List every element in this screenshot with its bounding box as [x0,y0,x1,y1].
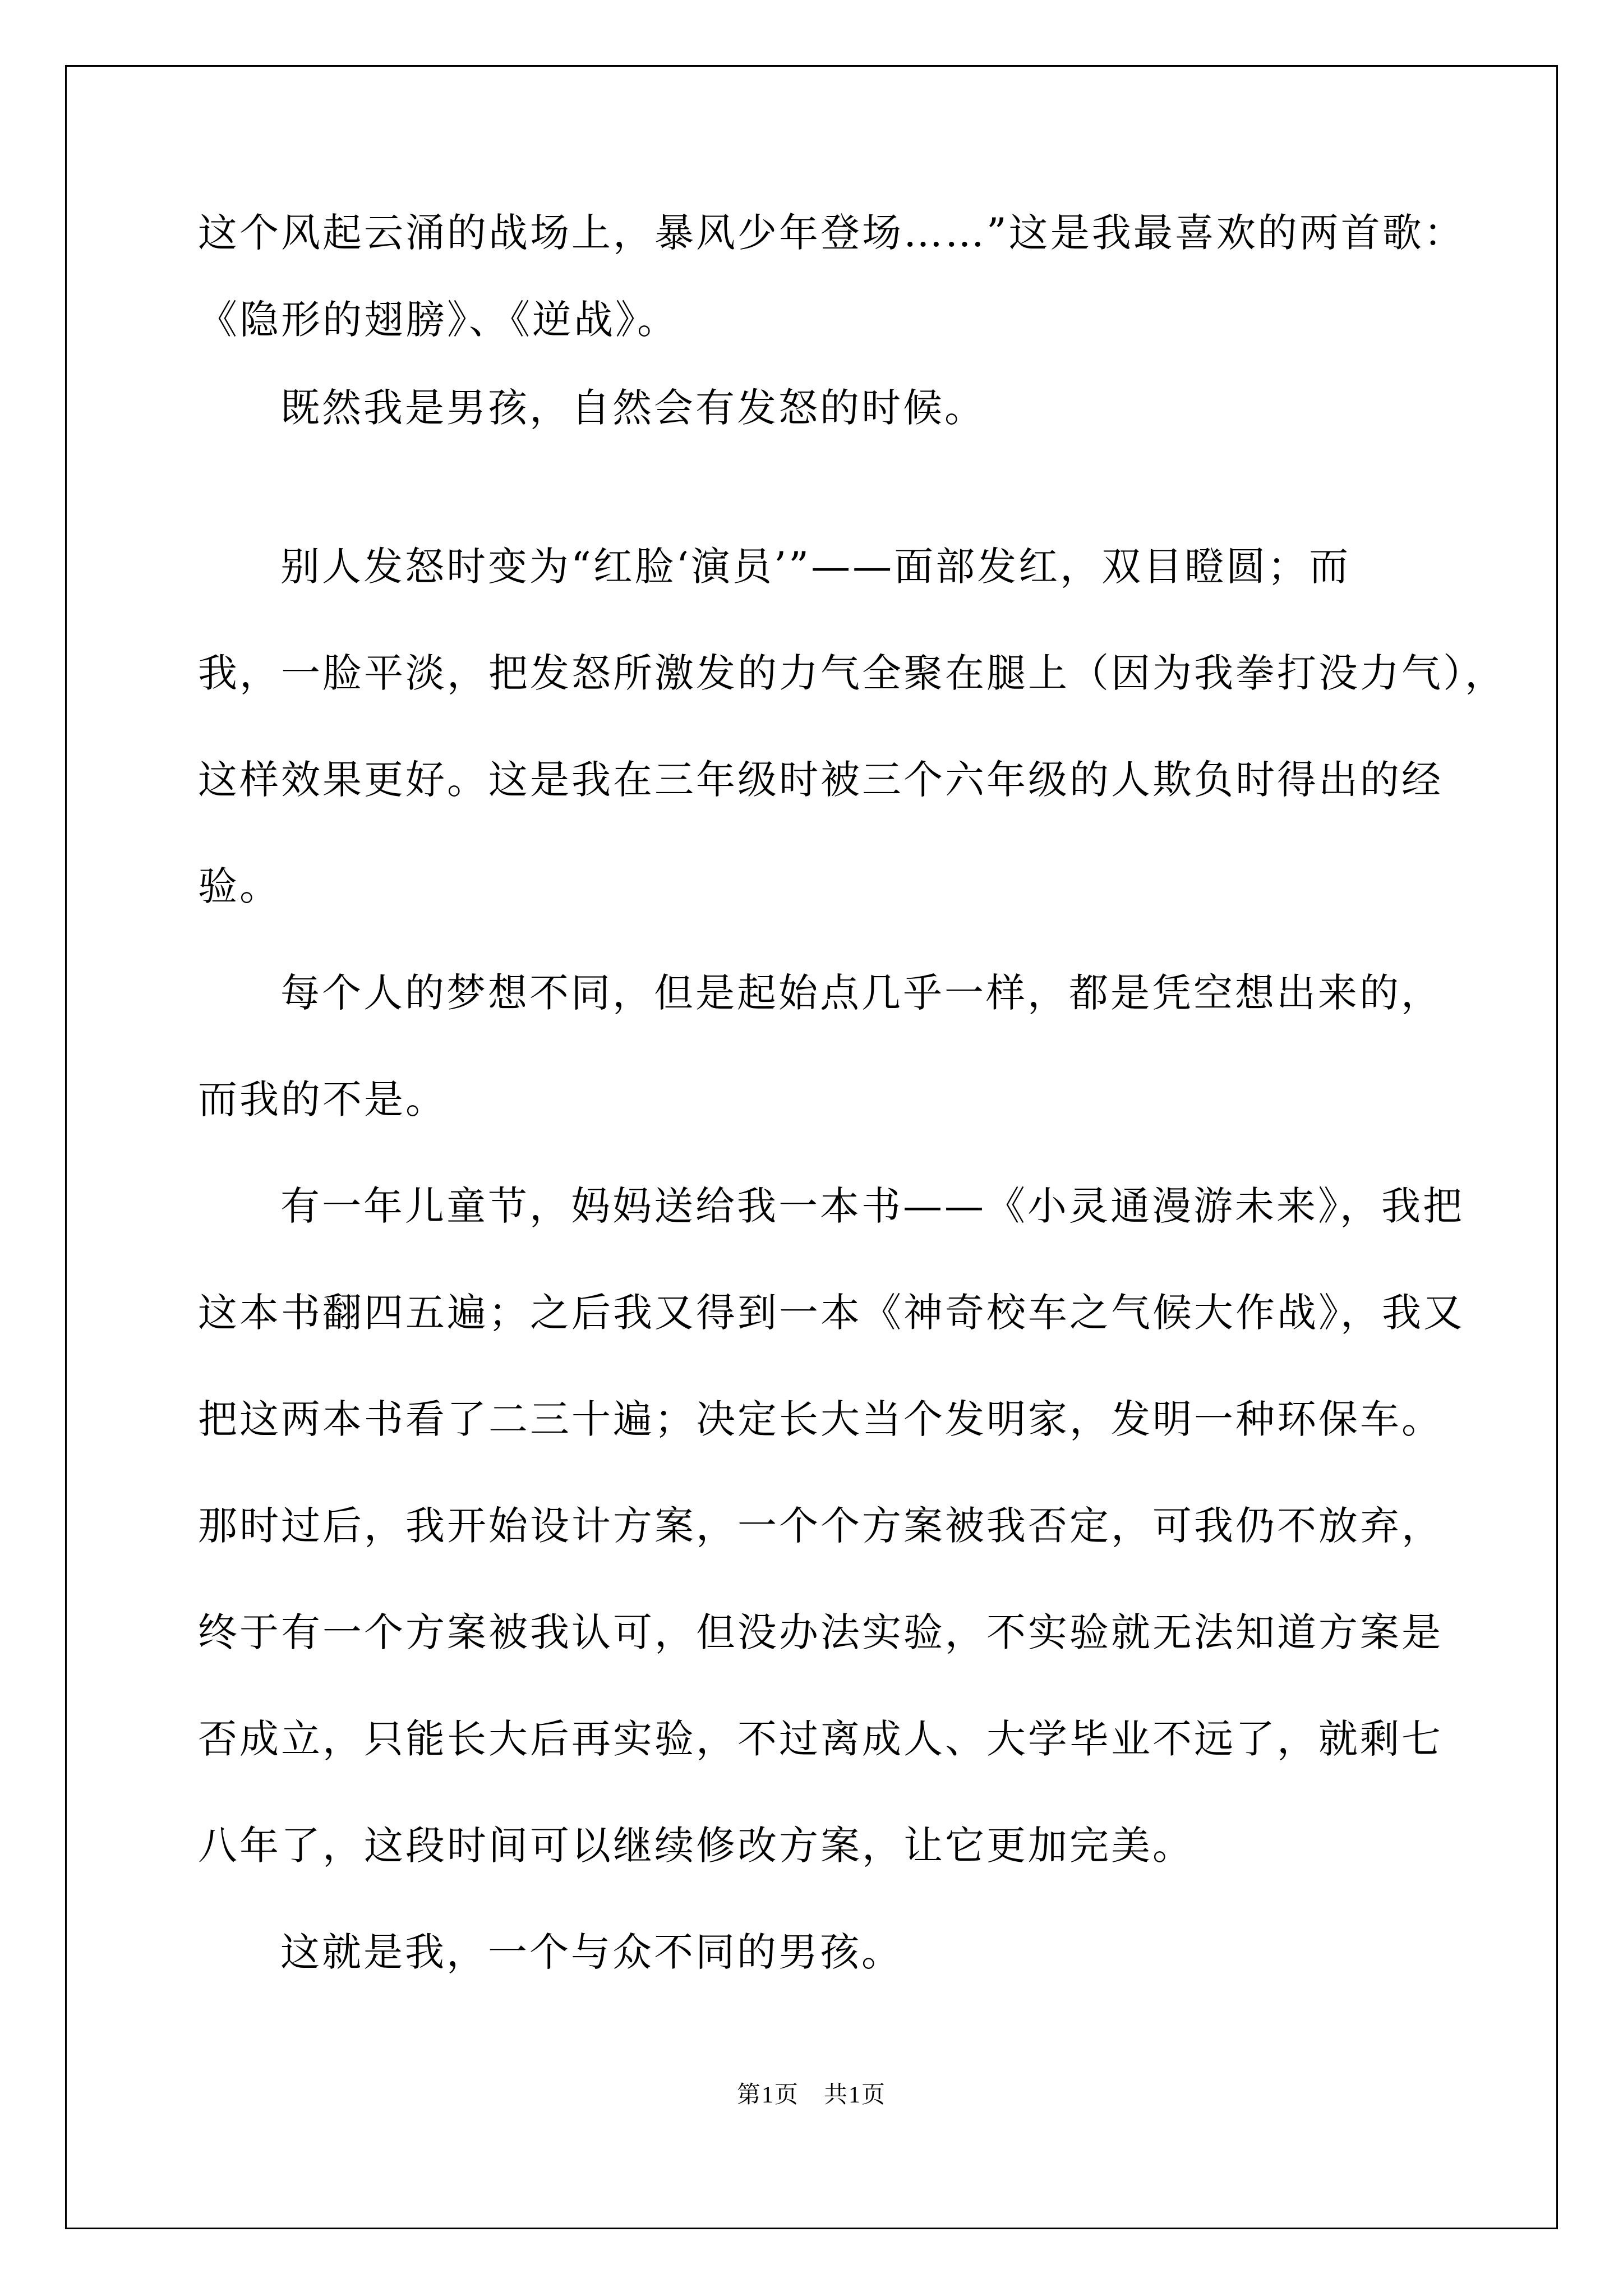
text-line: 我，一脸平淡，把发怒所激发的力气全聚在腿上（因为我拳打没力气）， [198,650,1506,696]
text-line: 验。 [198,863,281,909]
text-line: 这本书翻四五遍；之后我又得到一本《神奇校车之气候大作战》，我又 [198,1290,1465,1336]
paragraph-start-line: 别人发怒时变为“红脸‘演员’”——面部发红，双目瞪圆；而 [280,544,1351,590]
page-footer: 第1页 共1页 [736,2082,886,2108]
paragraph-start-line: 这就是我，一个与众不同的男孩。 [280,1929,903,1975]
paragraph-start-line: 既然我是男孩，自然会有发怒的时候。 [280,385,986,431]
text-line: 八年了，这段时间可以继续修改方案，让它更加完美。 [198,1823,1194,1869]
text-line: 这个风起云涌的战场上，暴风少年登场……”这是我最喜欢的两首歌： [198,210,1465,256]
text-line: 这样效果更好。这是我在三年级时被三个六年级的人欺负时得出的经 [198,757,1443,803]
text-line: 而我的不是。 [198,1076,447,1122]
text-line: 否成立，只能长大后再实验，不过离成人、大学毕业不远了，就剩七 [198,1716,1443,1762]
text-line: 终于有一个方案被我认可，但没办法实验，不实验就无法知道方案是 [198,1609,1443,1655]
text-line: 《隐形的翅膀》、《逆战》。 [198,297,679,343]
paragraph-start-line: 有一年儿童节，妈妈送给我一本书——《小灵通漫游未来》，我把 [280,1183,1464,1229]
text-line: 把这两本书看了二三十遍；决定长大当个发明家，发明一种环保车。 [198,1396,1443,1442]
paragraph-start-line: 每个人的梦想不同，但是起始点几乎一样，都是凭空想出来的， [280,970,1442,1016]
text-line: 那时过后，我开始设计方案，一个个方案被我否定，可我仍不放弃， [198,1503,1443,1549]
